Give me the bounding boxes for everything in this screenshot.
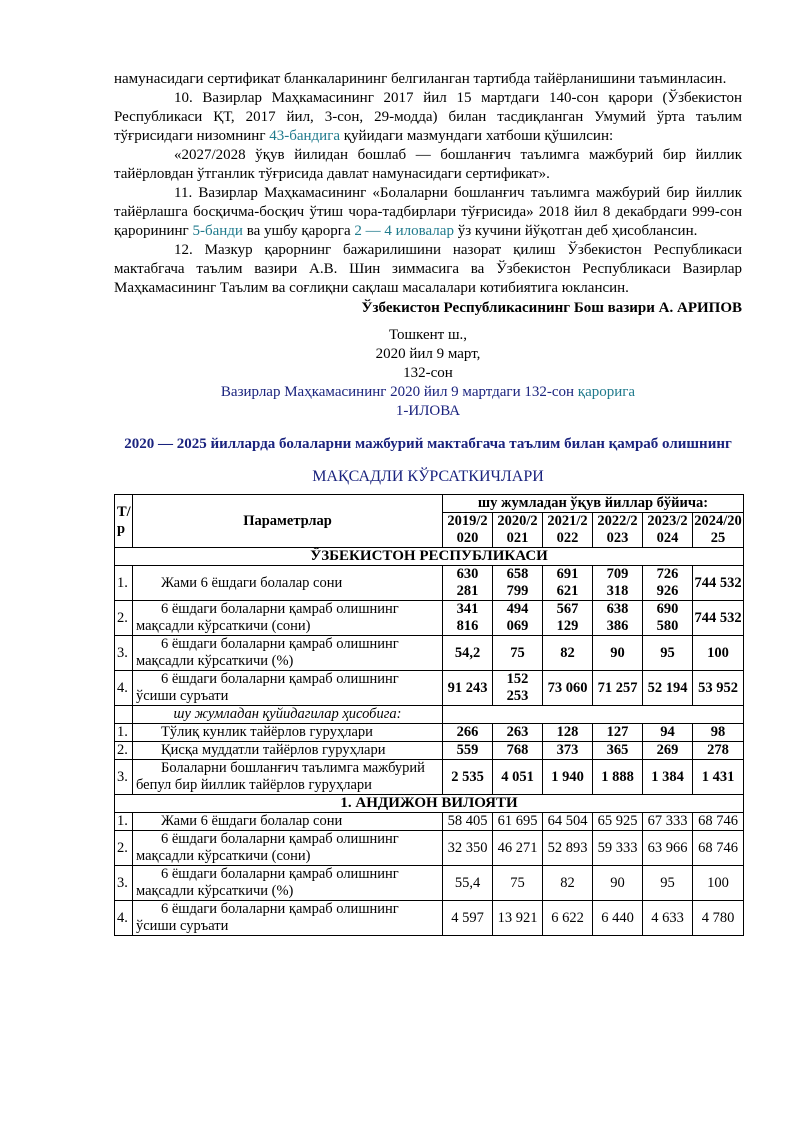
- document-page: [114, 70, 742, 936]
- row-value: 373: [543, 742, 593, 760]
- section-heading: 1. АНДИЖОН ВИЛОЯТИ: [115, 795, 744, 813]
- row-number: 1.: [115, 724, 133, 742]
- year-header: 2023/2024: [643, 513, 693, 548]
- row-value: 95: [643, 866, 693, 901]
- subheading: шу жумладан қуйидагилар ҳисобига:: [133, 706, 443, 724]
- table-row: [115, 866, 744, 901]
- indicators-table: [114, 494, 744, 936]
- issue-block: [114, 326, 742, 421]
- row-number: 3.: [115, 866, 133, 901]
- table-row: [115, 760, 744, 795]
- row-value: 67 333: [643, 813, 693, 831]
- row-value: 726 926: [643, 566, 693, 601]
- row-value: 2 535: [443, 760, 493, 795]
- paragraph-10: 10. Вазирлар Маҳкамасининг 2017 йил 15 мартдаги 140-сон қарори (Ўзбекистон Республикаси ҚТ, 2017 йил, 3-сон, 29-модда) билан тасдиқланган Умумий ўрта таълим тўғрисидаги низомнинг 43-бандига қуйидаги мазмундаги хатбоши қўшилсин:: [114, 90, 742, 144]
- date: 2020 йил 9 март,: [375, 346, 481, 362]
- table-row: [115, 724, 744, 742]
- row-value: 82: [543, 636, 593, 671]
- row-value: 266: [443, 724, 493, 742]
- row-value: 709 318: [593, 566, 643, 601]
- link-appendices[interactable]: 2 — 4 иловалар: [354, 223, 454, 239]
- row-value: 98: [693, 724, 744, 742]
- link-43-band[interactable]: 43-бандига: [269, 128, 341, 144]
- row-number: 4.: [115, 901, 133, 936]
- row-value: 59 333: [593, 831, 643, 866]
- row-number: 4.: [115, 671, 133, 706]
- row-value: 263: [493, 724, 543, 742]
- table-row: [115, 813, 744, 831]
- row-number: 2.: [115, 742, 133, 760]
- row-value: 1 940: [543, 760, 593, 795]
- year-header: 2021/2022: [543, 513, 593, 548]
- row-value: 65 925: [593, 813, 643, 831]
- paragraph-quote: «2027/2028 ўқув йилидан бошлаб — бошланғич таълимга мажбурий бир йиллик тайёрловдан ўтганлик тўғрисида давлат намунасидаги сертификат».: [114, 147, 742, 182]
- row-value: 90: [593, 866, 643, 901]
- row-value: 1 384: [643, 760, 693, 795]
- row-value: 32 350: [443, 831, 493, 866]
- row-value: 94: [643, 724, 693, 742]
- row-value: 269: [643, 742, 693, 760]
- table-row: [115, 742, 744, 760]
- row-value: 52 893: [543, 831, 593, 866]
- header-years-group: шу жумладан ўқув йиллар бўйича:: [443, 495, 744, 513]
- year-header: 2019/2020: [443, 513, 493, 548]
- row-value: 4 780: [693, 901, 744, 936]
- table-title: 2020 — 2025 йилларда болаларни мажбурий мактабгача таълим билан қамраб олишнинг: [124, 436, 732, 452]
- row-parameter: Тўлиқ кунлик тайёрлов гуруҳлари: [133, 724, 443, 742]
- row-value: 128: [543, 724, 593, 742]
- row-parameter: Жами 6 ёшдаги болалар сони: [133, 566, 443, 601]
- row-value: 1 431: [693, 760, 744, 795]
- appendix-reference: Вазирлар Маҳкамасининг 2020 йил 9 мартдаги 132-сон қарорига: [220, 384, 636, 400]
- row-parameter: 6 ёшдаги болаларни қамраб олишнинг ўсиши суръати: [133, 901, 443, 936]
- row-value: 1 888: [593, 760, 643, 795]
- row-value: 82: [543, 866, 593, 901]
- row-value: 95: [643, 636, 693, 671]
- table-row: [115, 831, 744, 866]
- row-number: 2.: [115, 601, 133, 636]
- row-parameter: Қисқа муддатли тайёрлов гуруҳлари: [133, 742, 443, 760]
- paragraph-11: 11. Вазирлар Маҳкамасининг «Болаларни бошланғич таълимга мажбурий бир йиллик тайёрлашга босқичма-босқич ўтиш чора-тадбирлари тўғрисида» 2018 йил 8 декабрдаги 999-сон қарорининг 5-банди ва ушбу қарорга 2 — 4 иловалар ўз кучини йўқотган деб ҳисоблансин.: [114, 185, 742, 239]
- row-number: 1.: [115, 566, 133, 601]
- row-number: 3.: [115, 760, 133, 795]
- row-value: 152 253: [493, 671, 543, 706]
- section-heading: ЎЗБЕКИСТОН РЕСПУБЛИКАСИ: [115, 548, 744, 566]
- row-parameter: Жами 6 ёшдаги болалар сони: [133, 813, 443, 831]
- section-row: [115, 548, 744, 566]
- row-value: 90: [593, 636, 643, 671]
- row-value: 4 051: [493, 760, 543, 795]
- table-row: [115, 566, 744, 601]
- row-value: 100: [693, 866, 744, 901]
- city: Тошкент ш.,: [388, 327, 468, 343]
- row-parameter: 6 ёшдаги болаларни қамраб олишнинг мақсадли кўрсаткичи (сони): [133, 831, 443, 866]
- row-value: 768: [493, 742, 543, 760]
- row-value: 53 952: [693, 671, 744, 706]
- row-value: 494 069: [493, 601, 543, 636]
- empty-cell: [443, 706, 744, 724]
- row-value: 630 281: [443, 566, 493, 601]
- number: 132-сон: [403, 365, 453, 381]
- link-decree[interactable]: қарорига: [577, 384, 636, 400]
- year-header: 2024/2025: [694, 513, 742, 546]
- row-value: 638 386: [593, 601, 643, 636]
- row-value: 691 621: [543, 566, 593, 601]
- row-value: 278: [693, 742, 744, 760]
- paragraph-12: 12. Мазкур қарорнинг бажарилишини назорат қилиш Ўзбекистон Республикаси мактабгача таълим вазири А.В. Шин зиммасига ва Ўзбекистон Республикаси Вазирлар Маҳкамасининг Таълим ва соғлиқни сақлаш масалалари котибиятига юклансин.: [114, 242, 742, 296]
- row-value: 75: [493, 866, 543, 901]
- row-value: 127: [593, 724, 643, 742]
- row-parameter: 6 ёшдаги болаларни қамраб олишнинг мақсадли кўрсаткичи (сони): [133, 601, 443, 636]
- row-parameter: 6 ёшдаги болаларни қамраб олишнинг мақсадли кўрсаткичи (%): [133, 866, 443, 901]
- section-row: [115, 795, 744, 813]
- row-value: 91 243: [443, 671, 493, 706]
- signature: Ўзбекистон Республикасининг Бош вазири А. АРИПОВ: [361, 300, 742, 316]
- row-value: 75: [493, 636, 543, 671]
- row-value: 658 799: [493, 566, 543, 601]
- row-value: 744 532: [693, 601, 744, 636]
- row-value: 73 060: [543, 671, 593, 706]
- row-value: 68 746: [693, 813, 744, 831]
- row-value: 68 746: [693, 831, 744, 866]
- row-parameter: Болаларни бошланғич таълимга мажбурий бепул бир йиллик тайёрлов гуруҳлари: [133, 760, 443, 795]
- paragraph-continuation: намунасидаги сертификат бланкаларининг белгиланган тартибда тайёрланишини таъминласин.: [114, 71, 727, 87]
- row-value: 100: [693, 636, 744, 671]
- row-value: 4 597: [443, 901, 493, 936]
- row-value: 365: [593, 742, 643, 760]
- row-value: 13 921: [493, 901, 543, 936]
- header-param: Параметрлар: [133, 495, 443, 548]
- year-header: 2022/2023: [593, 513, 643, 548]
- row-value: 55,4: [443, 866, 493, 901]
- header-tr: Т/р: [115, 495, 133, 548]
- table-row: [115, 636, 744, 671]
- year-header: 2020/2021: [493, 513, 543, 548]
- table-row: [115, 901, 744, 936]
- header-row-1: [115, 495, 744, 513]
- table-row: [115, 671, 744, 706]
- row-parameter: 6 ёшдаги болаларни қамраб олишнинг мақсадли кўрсаткичи (%): [133, 636, 443, 671]
- row-value: 46 271: [493, 831, 543, 866]
- row-number: 2.: [115, 831, 133, 866]
- row-value: 63 966: [643, 831, 693, 866]
- row-value: 61 695: [493, 813, 543, 831]
- row-value: 71 257: [593, 671, 643, 706]
- row-value: 54,2: [443, 636, 493, 671]
- row-parameter: 6 ёшдаги болаларни қамраб олишнинг ўсиши суръати: [133, 671, 443, 706]
- row-value: 690 580: [643, 601, 693, 636]
- row-value: 341 816: [443, 601, 493, 636]
- appendix-label: 1-ИЛОВА: [395, 403, 461, 419]
- row-number: 1.: [115, 813, 133, 831]
- row-value: 6 622: [543, 901, 593, 936]
- table-row: [115, 601, 744, 636]
- row-value: 559: [443, 742, 493, 760]
- row-value: 58 405: [443, 813, 493, 831]
- row-value: 567 129: [543, 601, 593, 636]
- table-subtitle: МАҚСАДЛИ КЎРСАТКИЧЛАРИ: [312, 468, 544, 485]
- row-number: 3.: [115, 636, 133, 671]
- row-value: 64 504: [543, 813, 593, 831]
- row-value: 744 532: [693, 566, 744, 601]
- row-value: 6 440: [593, 901, 643, 936]
- link-5-band[interactable]: 5-банди: [192, 223, 243, 239]
- empty-cell: [115, 706, 133, 724]
- row-value: 52 194: [643, 671, 693, 706]
- row-value: 4 633: [643, 901, 693, 936]
- subheading-row: [115, 706, 744, 724]
